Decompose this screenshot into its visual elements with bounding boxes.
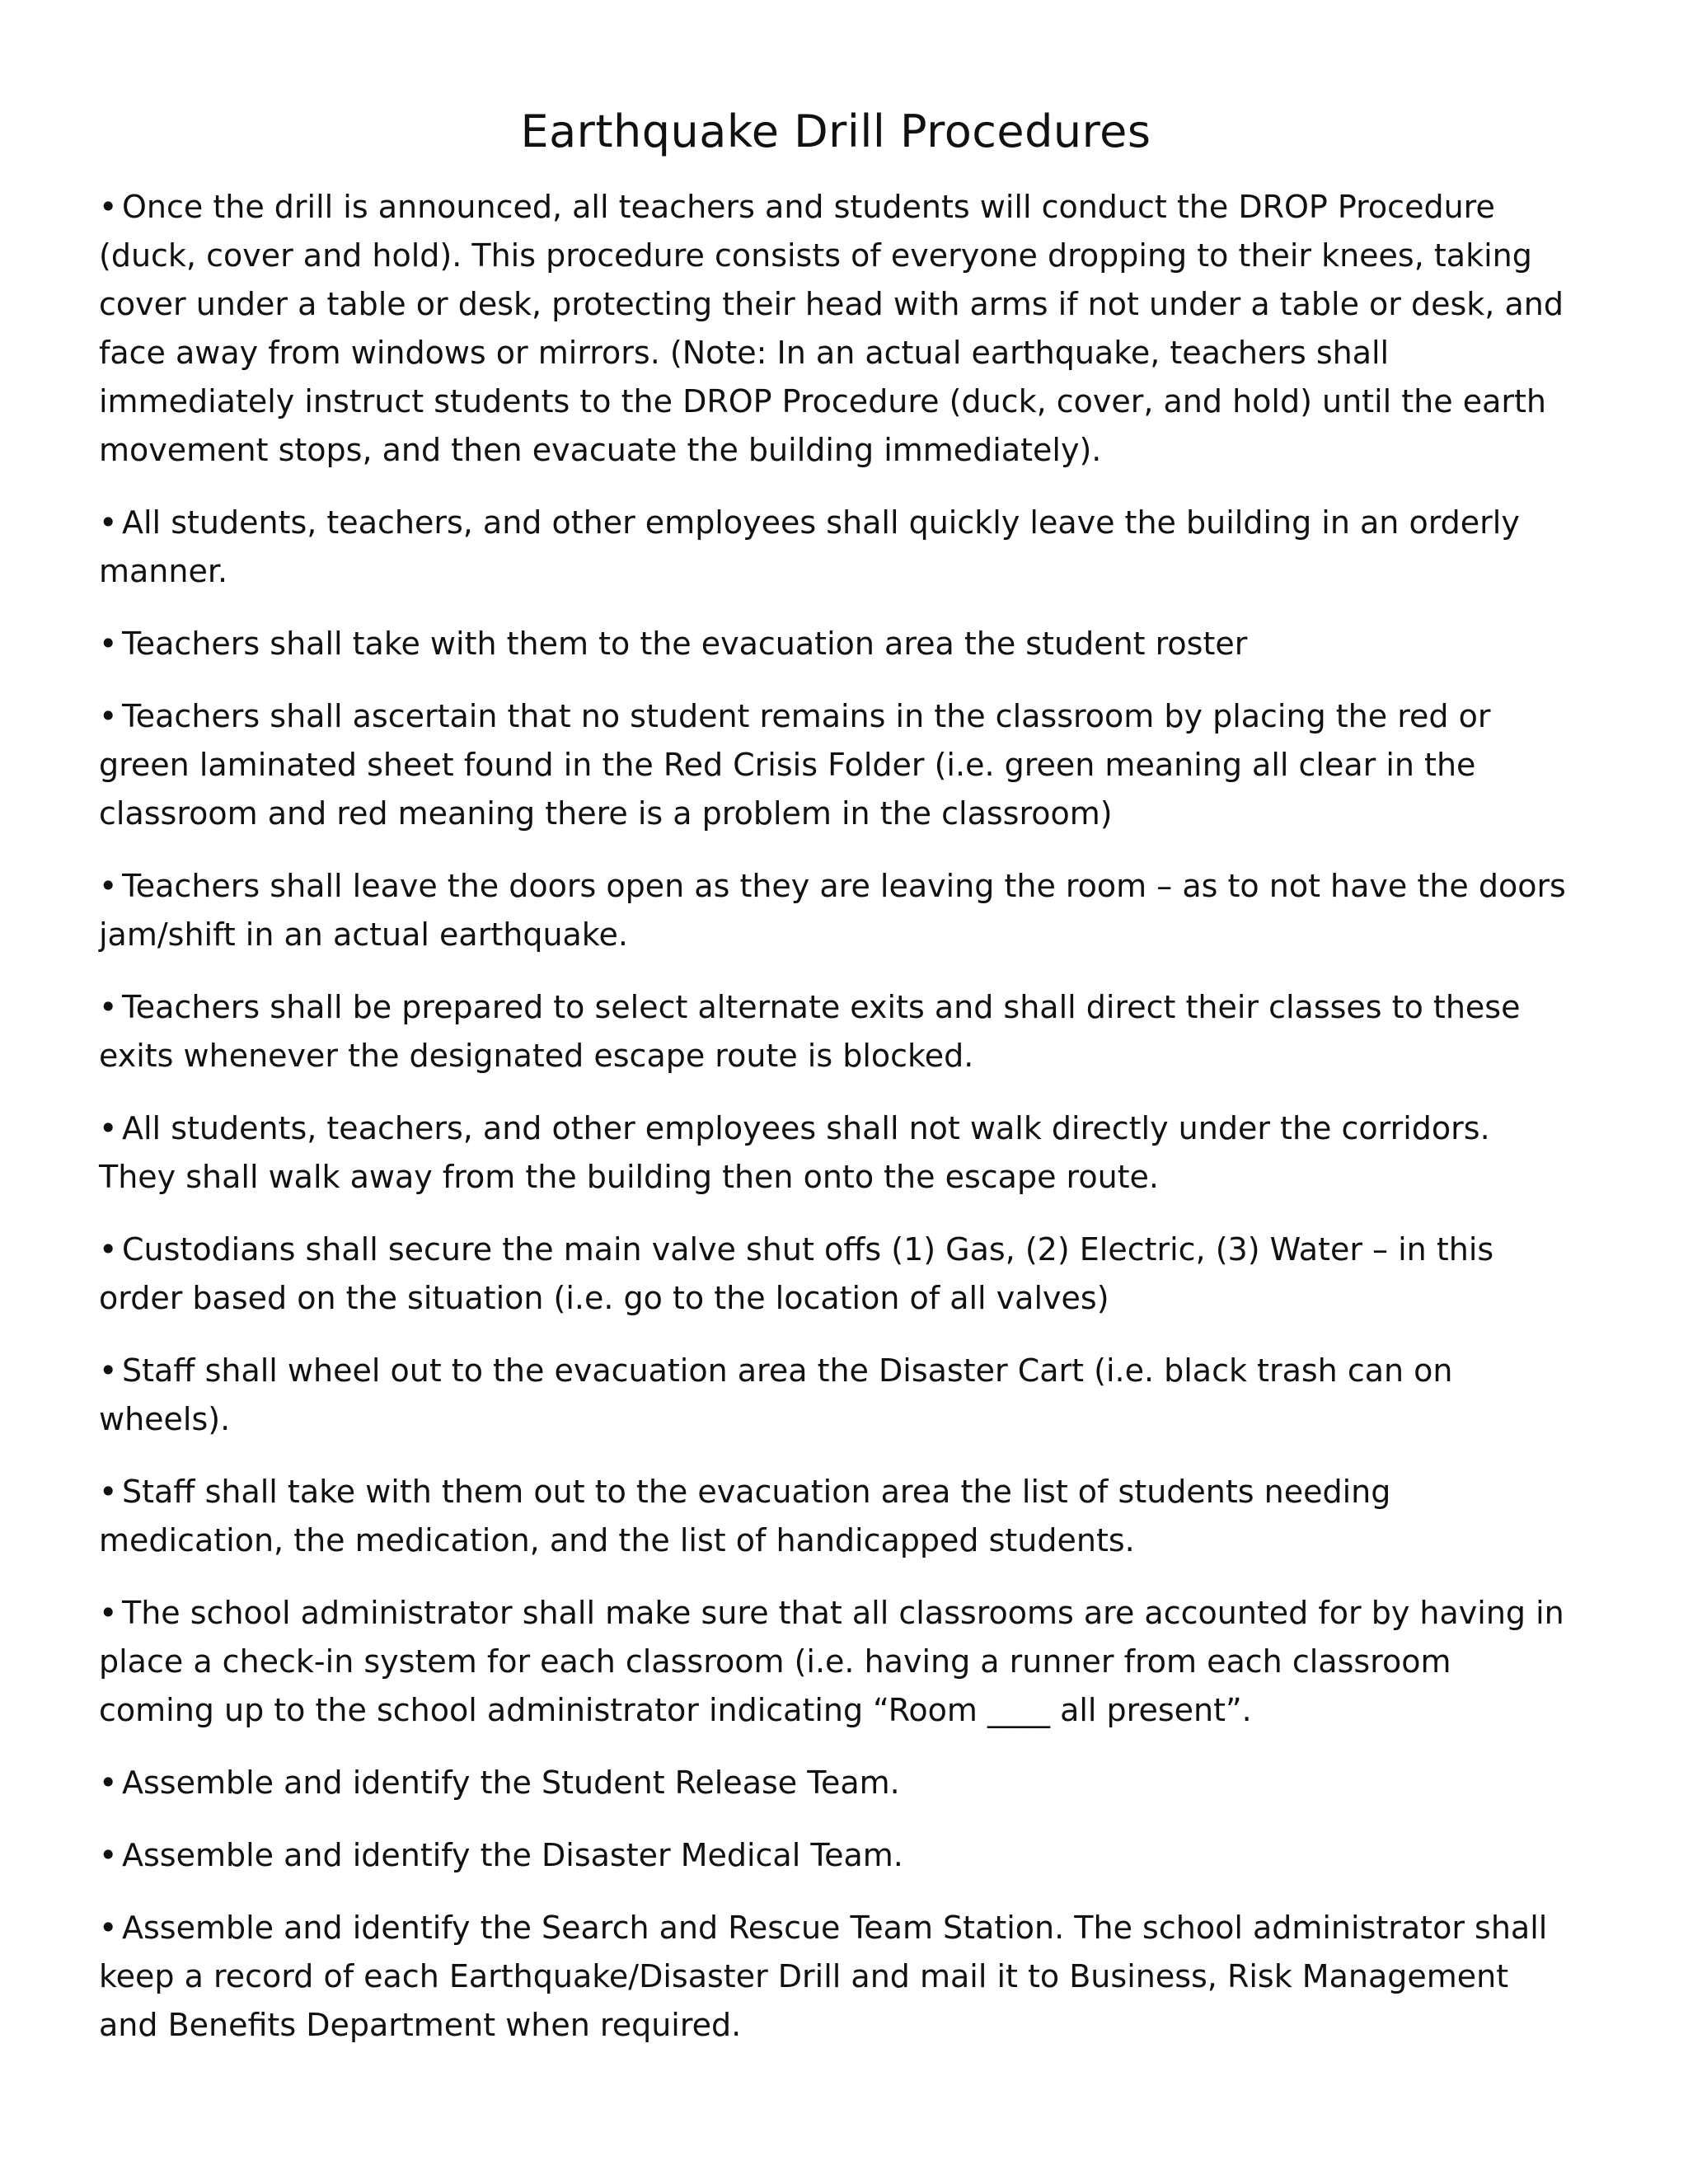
bullet-icon: • (99, 1110, 118, 1146)
procedure-item (99, 1468, 1573, 1565)
procedure-item (99, 983, 1573, 1080)
bullet-icon: • (99, 504, 118, 541)
procedure-text: Once the drill is announced, all teachers and students will conduct the DROP Procedure (duck, cover and hold). This procedure consists of everyone dropping to their knees, taking cover under a table or desk, protecting their head with arms if not under a table or desk, and face away from windows or mirrors. (Note: In an actual earthquake, teachers shall immediately instruct students to the DROP Procedure (duck, cover, and hold) until the earth movement stops, and then evacuate the building immediately). (99, 189, 1564, 468)
procedure-text: Staff shall take with them out to the evacuation area the list of students needing medication, the medication, and the list of handicapped students. (99, 1474, 1391, 1558)
procedure-text: All students, teachers, and other employees shall not walk directly under the corridors. They shall walk away from the building then onto the escape route. (99, 1110, 1490, 1195)
bullet-icon: • (99, 989, 118, 1025)
procedure-item (99, 499, 1573, 596)
bullet-icon: • (99, 1765, 118, 1801)
procedure-text: Teachers shall be prepared to select alternate exits and shall direct their classes to these exits whenever the designated escape route is blocked. (99, 989, 1521, 1074)
procedure-item (99, 1589, 1573, 1735)
procedure-item (99, 183, 1573, 475)
bullet-icon: • (99, 1837, 118, 1873)
procedure-item (99, 692, 1573, 838)
procedure-text: Assemble and identify the Student Release Team. (122, 1765, 900, 1801)
page-title: Earthquake Drill Procedures (520, 105, 1151, 157)
bullet-icon: • (99, 868, 118, 904)
bullet-icon: • (99, 1910, 118, 1946)
procedure-text: Custodians shall secure the main valve shut offs (1) Gas, (2) Electric, (3) Water – in this order based on the situation (i.e. go to the location of all valves) (99, 1231, 1494, 1316)
procedure-item (99, 1904, 1573, 2050)
procedure-item (99, 1759, 1573, 1807)
bullet-icon: • (99, 1474, 118, 1510)
procedure-item (99, 1104, 1573, 1202)
procedure-item (99, 620, 1573, 668)
procedure-text: Assemble and identify the Search and Rescue Team Station. The school administrator shall keep a record of each Earthquake/Disaster Drill and mail it to Business, Risk Management and Benefits Department when required. (99, 1910, 1548, 2043)
procedure-text: Assemble and identify the Disaster Medical Team. (122, 1837, 903, 1873)
bullet-icon: • (99, 1352, 118, 1389)
procedure-item (99, 862, 1573, 959)
procedure-item (99, 1831, 1573, 1880)
procedure-text: Teachers shall leave the doors open as they are leaving the room – as to not have the doors jam/shift in an actual earthquake. (99, 868, 1566, 953)
procedure-list (99, 183, 1573, 2050)
procedure-text: Teachers shall take with them to the evacuation area the student roster (122, 626, 1248, 662)
procedure-text: Staff shall wheel out to the evacuation area the Disaster Cart (i.e. black trash can on wheels). (99, 1352, 1453, 1437)
bullet-icon: • (99, 189, 118, 225)
bullet-icon: • (99, 698, 118, 734)
procedure-text: Teachers shall ascertain that no student remains in the classroom by placing the red or green laminated sheet found in the Red Crisis Folder (i.e. green meaning all clear in the classroom and red meaning there is a problem in the classroom) (99, 698, 1491, 832)
bullet-icon: • (99, 626, 118, 662)
bullet-icon: • (99, 1595, 118, 1631)
procedure-text: All students, teachers, and other employees shall quickly leave the building in an orderly manner. (99, 504, 1520, 589)
bullet-icon: • (99, 1231, 118, 1268)
procedure-item (99, 1226, 1573, 1323)
procedure-item (99, 1347, 1573, 1444)
procedure-text: The school administrator shall make sure that all classrooms are accounted for by having in place a check-in system for each classroom (i.e. having a runner from each classroom coming up to the school administrator indicating “Room ____ all present”. (99, 1595, 1564, 1728)
